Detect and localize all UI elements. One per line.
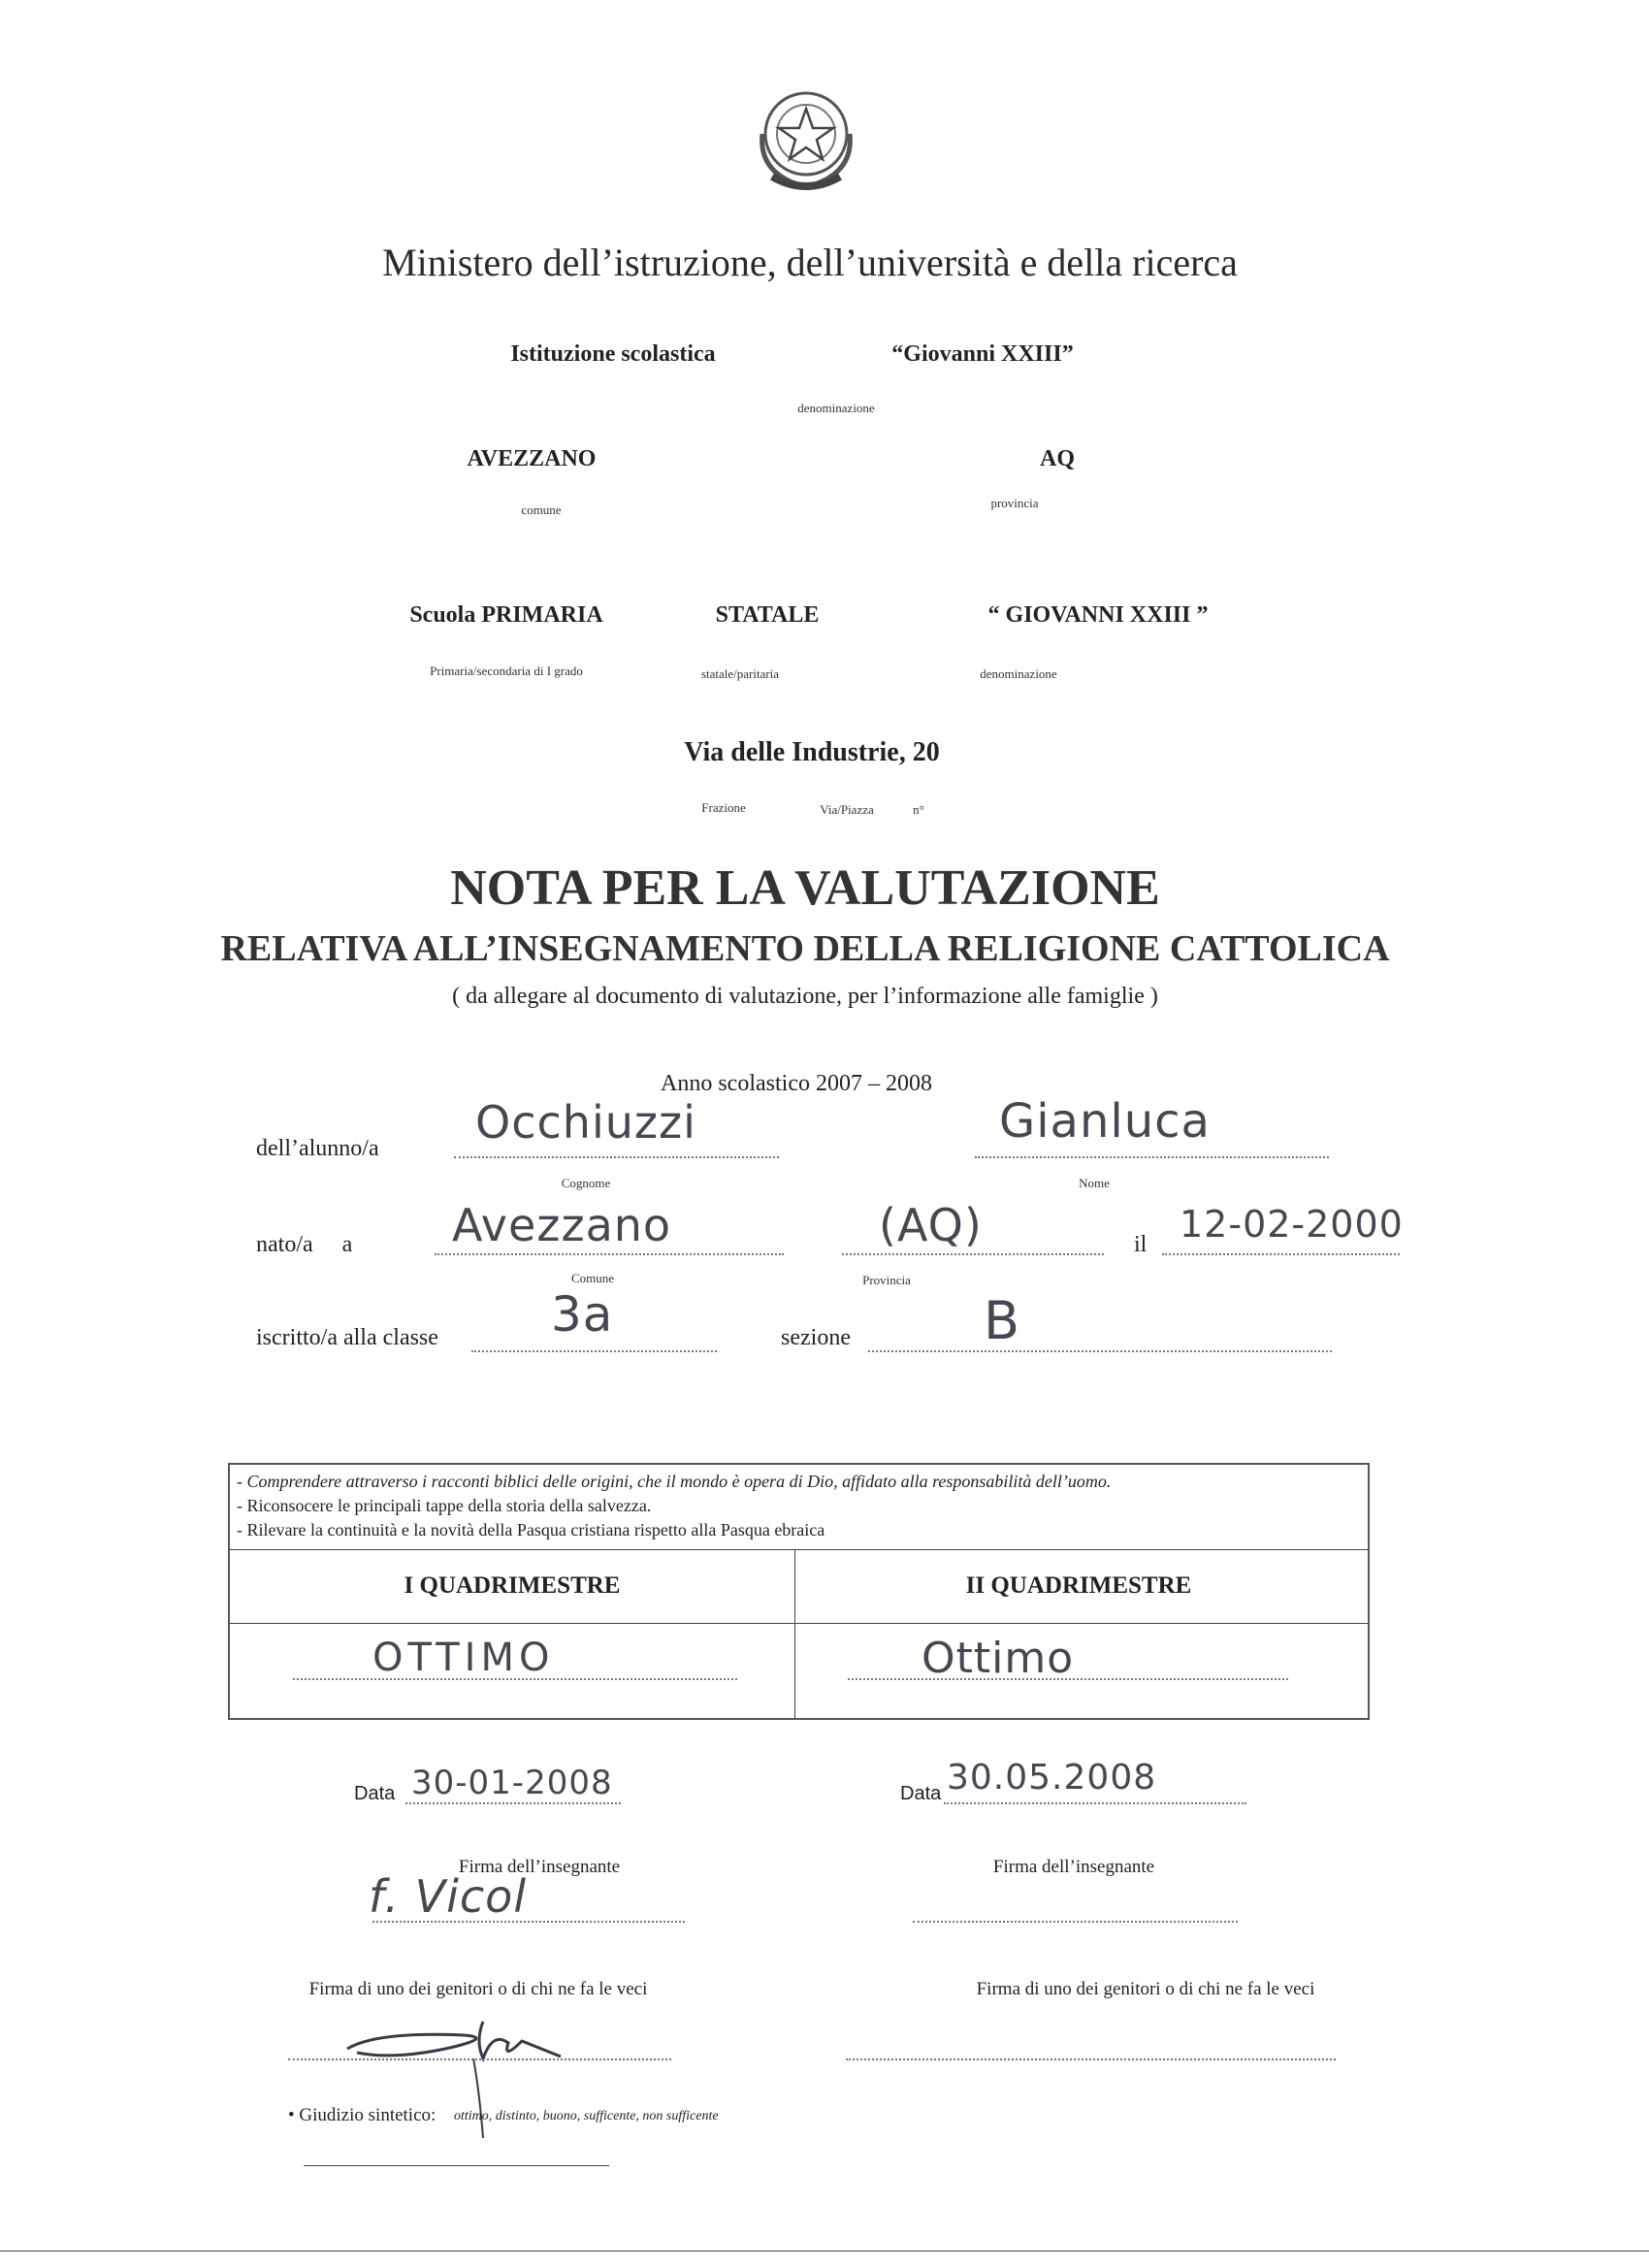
date-line-2 — [944, 1802, 1246, 1804]
institution-label: Istituzione scolastica — [510, 341, 716, 367]
document-title: NOTA PER LA VALUTAZIONE — [450, 860, 1160, 916]
cognome-line — [454, 1156, 779, 1158]
parent-label-2: Firma di uno dei genitori o di chi ne fa le veci — [976, 1979, 1315, 1999]
sezione-handwritten: B — [984, 1290, 1021, 1351]
address-value: Via delle Industrie, 20 — [684, 737, 940, 767]
q1-header: I QUADRIMESTRE — [404, 1572, 621, 1599]
page-bottom-edge — [0, 2251, 1649, 2252]
classe-handwritten: 3a — [551, 1286, 614, 1343]
school-status-caption: statale/paritaria — [700, 666, 780, 681]
teacher-label-2: Firma dell’insegnante — [992, 1857, 1155, 1877]
provincia-handwritten: (AQ) — [879, 1199, 983, 1251]
teacher-line-2 — [913, 1921, 1238, 1923]
nato-label: nato/a a — [256, 1232, 353, 1257]
school-name-value: “ GIOVANNI XXIII ” — [987, 602, 1209, 628]
school-year: Anno scolastico 2007 – 2008 — [661, 1071, 932, 1096]
giudizio-options: ottimo, distinto, buono, sufficente, non sufficente — [454, 2109, 719, 2123]
q1-handwritten: OTTIMO — [372, 1636, 555, 1680]
objective-3: - Rilevare la continuità e la novità della Pasqua cristiana rispetto alla Pasqua ebraica — [237, 1520, 825, 1539]
frazione-caption: Frazione — [701, 800, 746, 815]
objective-1: - Comprendere attraverso i racconti biblici delle origini, che il mondo è opera di Dio, affidato alla responsabilità dell’uomo. — [237, 1472, 1112, 1491]
sezione-line — [868, 1350, 1332, 1352]
school-status-value: STATALE — [715, 602, 820, 628]
alunno-label: dell’alunno/a — [256, 1136, 379, 1161]
via-caption: Via/Piazza — [820, 802, 874, 817]
comune-caption: comune — [521, 502, 562, 517]
parent-label-1: Firma di uno dei genitori o di chi ne fa le veci — [308, 1979, 648, 1999]
date-handwritten-1: 30-01-2008 — [411, 1764, 613, 1802]
parent-line-1 — [288, 2058, 671, 2060]
document-subtitle: RELATIVA ALL’INSEGNAMENTO DELLA RELIGIONE CATTOLICA — [220, 928, 1390, 969]
classe-line — [471, 1350, 717, 1352]
denominazione-caption: denominazione — [797, 401, 875, 415]
document-note: ( da allegare al documento di valutazione, per l’informazione alle famiglie ) — [452, 984, 1158, 1009]
classe-label: iscritto/a alla classe — [256, 1325, 438, 1350]
comune-value: AVEZZANO — [467, 446, 597, 471]
date-label-2: Data — [900, 1783, 942, 1804]
parent-line-2 — [846, 2058, 1336, 2060]
provincia-birth-caption: Provincia — [862, 1273, 911, 1287]
teacher-signature-1: f. Vicol — [369, 1870, 528, 1923]
ministry-heading: Ministero dell’istruzione, dell’università e della ricerca — [382, 241, 1238, 284]
teacher-label-1: Firma dell’insegnante — [458, 1857, 621, 1877]
birthdate-line — [1162, 1253, 1400, 1255]
date-handwritten-2: 30.05.2008 — [947, 1758, 1157, 1798]
school-type-value: Scuola PRIMARIA — [409, 602, 603, 628]
cognome-handwritten: Occhiuzzi — [475, 1096, 696, 1149]
school-name-caption: denominazione — [980, 666, 1057, 681]
giudizio-line — [304, 2165, 609, 2166]
il-label: il — [1134, 1232, 1148, 1257]
comune-line — [435, 1253, 784, 1255]
nome-caption: Nome — [1079, 1176, 1110, 1190]
q2-handwritten: Ottimo — [922, 1634, 1075, 1683]
teacher-line-1 — [372, 1921, 685, 1923]
number-caption: n° — [913, 802, 924, 817]
nome-line — [975, 1156, 1329, 1158]
cognome-caption: Cognome — [561, 1176, 611, 1190]
provincia-caption: provincia — [990, 496, 1039, 510]
nome-handwritten: Gianluca — [999, 1094, 1211, 1149]
school-type-caption: Primaria/secondaria di I grado — [430, 664, 583, 678]
provincia-value: AQ — [1040, 446, 1075, 471]
comune-birth-caption: Comune — [570, 1271, 615, 1285]
giudizio-label: • Giudizio sintetico: — [288, 2105, 436, 2125]
provincia-line — [842, 1253, 1104, 1255]
comune-handwritten: Avezzano — [452, 1199, 672, 1251]
sezione-label: sezione — [781, 1325, 851, 1350]
birthdate-handwritten: 12-02-2000 — [1180, 1203, 1404, 1246]
date-line-1 — [405, 1802, 621, 1804]
repubblica-italiana-emblem — [749, 83, 863, 196]
q2-header: II QUADRIMESTRE — [965, 1572, 1192, 1599]
institution-name: “Giovanni XXIII” — [891, 341, 1074, 367]
objective-2: - Riconsocere le principali tappe della storia della salvezza. — [237, 1496, 652, 1515]
date-label-1: Data — [354, 1783, 396, 1804]
